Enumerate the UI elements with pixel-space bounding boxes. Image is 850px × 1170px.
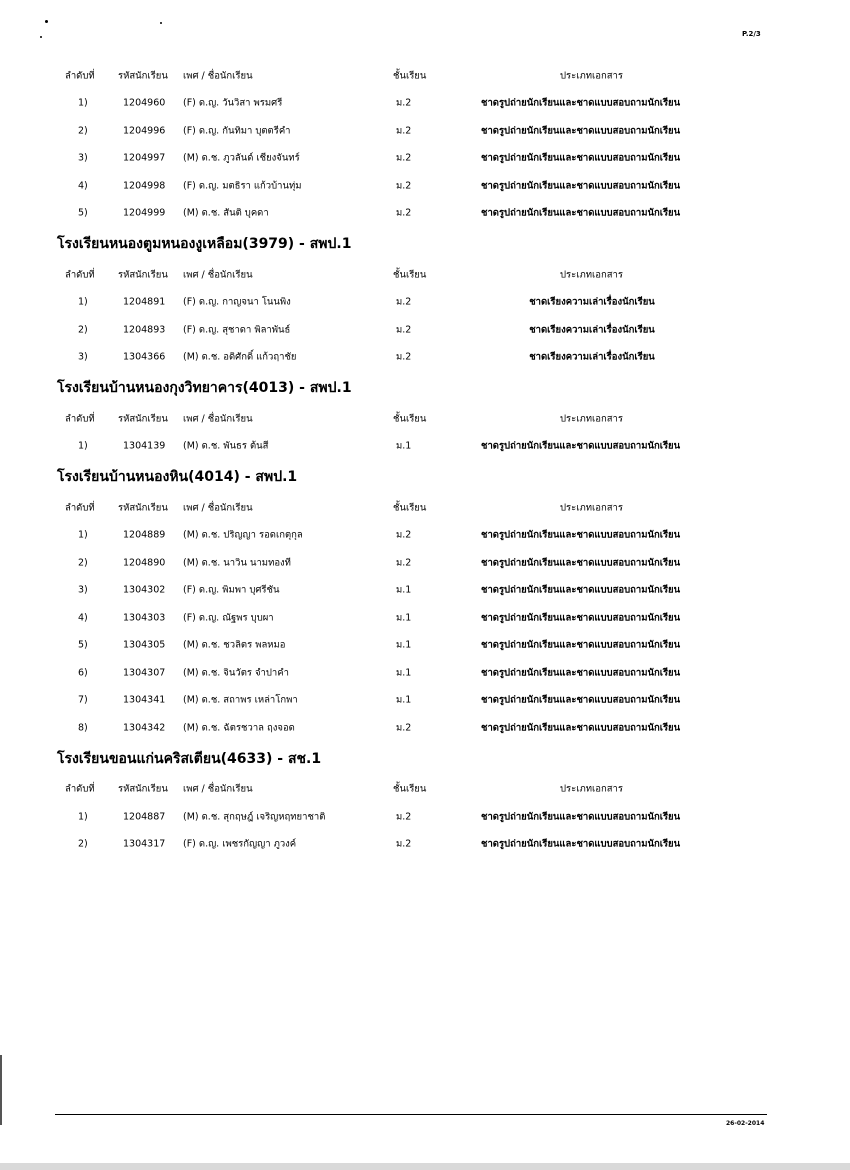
row-student-id: 1204997 [123,152,166,164]
footer-rule [55,1114,767,1115]
header-student-id: รหัสนักเรียน [118,413,168,425]
row-index: 5) [78,639,88,651]
row-student-id: 1304303 [123,612,166,624]
table-row [0,344,850,372]
header-student-id: รหัสนักเรียน [118,70,168,82]
row-doc-type: ชาดรูปถ่ายนักเรียนและชาดแบบสอบถามนักเรียน [481,811,681,823]
header-index: ลำดับที่ [65,502,95,514]
row-index: 3) [78,152,88,164]
row-student-name: (F) ด.ญ. กาญจนา โนนพิง [183,296,291,308]
table-row [0,577,850,605]
header-grade: ชั้นเรียน [393,413,427,425]
row-student-id: 1204891 [123,296,166,308]
row-grade: ม.2 [396,296,412,308]
header-student-id: รหัสนักเรียน [118,269,168,281]
table-row [0,604,850,632]
row-doc-type: ชาดเรียงความเล่าเรื่องนักเรียน [529,351,655,363]
table-row [0,117,850,145]
header-name: เพศ / ชื่อนักเรียน [183,269,253,281]
row-index: 4) [78,612,88,624]
row-student-name: (F) ด.ญ. ณัฐพร บุบผา [183,612,274,624]
row-grade: ม.1 [396,612,412,624]
table-header [0,776,850,804]
row-index: 1) [78,440,88,452]
row-student-name: (M) ด.ช. นาวิน นามทองที [183,557,291,569]
row-index: 3) [78,584,88,596]
row-student-id: 1204998 [123,180,166,192]
row-student-id: 1304305 [123,639,166,651]
row-index: 1) [78,529,88,541]
header-grade: ชั้นเรียน [393,70,427,82]
row-grade: ม.2 [396,125,412,137]
row-doc-type: ชาดรูปถ่ายนักเรียนและชาดแบบสอบถามนักเรียน [481,529,681,541]
table-row [0,433,850,461]
school-heading: โรงเรียนบ้านหนองหิน(4014) - สพป.1 [57,469,298,485]
row-doc-type: ชาดรูปถ่ายนักเรียนและชาดแบบสอบถามนักเรียน [481,722,681,734]
header-name: เพศ / ชื่อนักเรียน [183,413,253,425]
row-index: 1) [78,97,88,109]
school-heading: โรงเรียนบ้านหนองกุงวิทยาคาร(4013) - สพป.1 [57,380,352,396]
row-doc-type: ชาดเรียงความเล่าเรื่องนักเรียน [529,324,655,336]
header-doc-type: ประเภทเอกสาร [560,269,623,281]
row-student-name: (M) ด.ช. สุกฤษฎ์ เจริญหฤทยาชาติ [183,811,326,823]
table-row [0,659,850,687]
header-doc-type: ประเภทเอกสาร [560,783,623,795]
table-row [0,145,850,173]
row-student-id: 1304307 [123,667,166,679]
row-index: 2) [78,557,88,569]
table-row [0,831,850,859]
table-header [0,261,850,289]
row-doc-type: ชาดรูปถ่ายนักเรียนและชาดแบบสอบถามนักเรียน [481,838,681,850]
footer-date: 26-02-2014 [726,1120,765,1127]
table-header [0,62,850,90]
row-student-name: (F) ด.ญ. กันทิมา บุตตรีคำ [183,125,291,137]
header-grade: ชั้นเรียน [393,269,427,281]
header-student-id: รหัสนักเรียน [118,783,168,795]
row-student-name: (M) ด.ช. ชวลิตร พลหมอ [183,639,286,651]
row-doc-type: ชาดรูปถ่ายนักเรียนและชาดแบบสอบถามนักเรียน [481,440,681,452]
row-grade: ม.2 [396,722,412,734]
row-doc-type: ชาดเรียงความเล่าเรื่องนักเรียน [529,296,655,308]
row-index: 4) [78,180,88,192]
row-grade: ม.2 [396,180,412,192]
row-doc-type: ชาดรูปถ่ายนักเรียนและชาดแบบสอบถามนักเรียน [481,557,681,569]
row-student-name: (F) ด.ญ. วันวิสา พรมศรี [183,97,283,109]
row-doc-type: ชาดรูปถ่ายนักเรียนและชาดแบบสอบถามนักเรียน [481,152,681,164]
header-index: ลำดับที่ [65,70,95,82]
row-student-id: 1304302 [123,584,166,596]
table-row [0,289,850,317]
row-student-id: 1204960 [123,97,166,109]
header-index: ลำดับที่ [65,269,95,281]
row-student-name: (M) ด.ช. พันธร ต้นสี [183,440,269,452]
header-grade: ชั้นเรียน [393,783,427,795]
row-student-name: (F) ด.ญ. มตธิรา แก้วบ้านทุ่ม [183,180,302,192]
table-row [0,200,850,228]
scan-speck [40,36,42,38]
row-grade: ม.2 [396,838,412,850]
row-student-name: (M) ด.ช. จินวัตร จำปาคำ [183,667,289,679]
row-grade: ม.2 [396,207,412,219]
row-index: 5) [78,207,88,219]
row-doc-type: ชาดรูปถ่ายนักเรียนและชาดแบบสอบถามนักเรียน [481,667,681,679]
row-student-name: (M) ด.ช. ฉัตรชวาล ฤงจอด [183,722,295,734]
row-index: 3) [78,351,88,363]
row-student-id: 1304366 [123,351,166,363]
row-grade: ม.2 [396,557,412,569]
row-student-name: (M) ด.ช. ปริญญา รอดเกตุกุล [183,529,303,541]
row-grade: ม.2 [396,811,412,823]
table-row [0,522,850,550]
row-student-id: 1204890 [123,557,166,569]
row-student-id: 1204889 [123,529,166,541]
row-index: 1) [78,811,88,823]
row-student-id: 1204893 [123,324,166,336]
row-grade: ม.2 [396,324,412,336]
row-student-id: 1204996 [123,125,166,137]
row-index: 2) [78,838,88,850]
table-row [0,632,850,660]
row-index: 2) [78,125,88,137]
row-grade: ม.2 [396,529,412,541]
school-heading: โรงเรียนขอนแก่นคริสเตียน(4633) - สช.1 [57,750,322,767]
table-row [0,549,850,577]
table-row [0,316,850,344]
row-grade: ม.1 [396,694,412,706]
row-student-name: (F) ด.ญ. สุชาดา พิลาพันธ์ [183,324,291,336]
row-student-id: 1304342 [123,722,166,734]
row-index: 1) [78,296,88,308]
table-row [0,90,850,118]
row-doc-type: ชาดรูปถ่ายนักเรียนและชาดแบบสอบถามนักเรียน [481,584,681,596]
header-name: เพศ / ชื่อนักเรียน [183,783,253,795]
table-row [0,172,850,200]
header-name: เพศ / ชื่อนักเรียน [183,70,253,82]
table-row [0,803,850,831]
row-student-id: 1304317 [123,838,166,850]
scan-bottom-edge [0,1163,850,1170]
row-student-name: (M) ด.ช. สันติ บุคดา [183,207,269,219]
row-grade: ม.1 [396,584,412,596]
row-doc-type: ชาดรูปถ่ายนักเรียนและชาดแบบสอบถามนักเรียน [481,125,681,137]
table-row [0,714,850,742]
scan-speck [160,22,162,24]
row-doc-type: ชาดรูปถ่ายนักเรียนและชาดแบบสอบถามนักเรียน [481,694,681,706]
row-doc-type: ชาดรูปถ่ายนักเรียนและชาดแบบสอบถามนักเรียน [481,207,681,219]
header-name: เพศ / ชื่อนักเรียน [183,502,253,514]
school-heading: โรงเรียนหนองตูมหนองงูเหลือม(3979) - สพป.1 [57,236,352,252]
row-index: 7) [78,694,88,706]
header-index: ลำดับที่ [65,413,95,425]
header-doc-type: ประเภทเอกสาร [560,70,623,82]
row-grade: ม.1 [396,639,412,651]
row-student-id: 1204999 [123,207,166,219]
table-header [0,405,850,433]
row-student-name: (F) ด.ญ. พิมพา บุศรีชัน [183,584,280,596]
document-body [0,62,850,858]
row-doc-type: ชาดรูปถ่ายนักเรียนและชาดแบบสอบถามนักเรียน [481,639,681,651]
row-doc-type: ชาดรูปถ่ายนักเรียนและชาดแบบสอบถามนักเรียน [481,612,681,624]
table-row [0,687,850,715]
row-doc-type: ชาดรูปถ่ายนักเรียนและชาดแบบสอบถามนักเรียน [481,97,681,109]
row-student-name: (M) ด.ช. ภูวลันด์ เชียงจันทร์ [183,152,300,164]
header-student-id: รหัสนักเรียน [118,502,168,514]
row-student-name: (M) ด.ช. สถาพร เหล่าโกพา [183,694,298,706]
row-index: 2) [78,324,88,336]
scan-edge-mark [0,1055,2,1125]
table-header [0,494,850,522]
row-doc-type: ชาดรูปถ่ายนักเรียนและชาดแบบสอบถามนักเรียน [481,180,681,192]
row-index: 8) [78,722,88,734]
header-grade: ชั้นเรียน [393,502,427,514]
header-doc-type: ประเภทเอกสาร [560,413,623,425]
row-grade: ม.2 [396,97,412,109]
row-student-name: (M) ด.ช. อดิศักดิ์ แก้วฤาชัย [183,351,297,363]
row-grade: ม.2 [396,152,412,164]
row-grade: ม.2 [396,351,412,363]
row-grade: ม.1 [396,440,412,452]
row-student-name: (F) ด.ญ. เพชรกัญญา ภูวงค์ [183,838,297,850]
row-index: 6) [78,667,88,679]
row-grade: ม.1 [396,667,412,679]
row-student-id: 1304139 [123,440,166,452]
page-number: P.2/3 [742,30,761,38]
header-index: ลำดับที่ [65,783,95,795]
header-doc-type: ประเภทเอกสาร [560,502,623,514]
scan-speck [45,20,48,23]
row-student-id: 1304341 [123,694,166,706]
row-student-id: 1204887 [123,811,166,823]
